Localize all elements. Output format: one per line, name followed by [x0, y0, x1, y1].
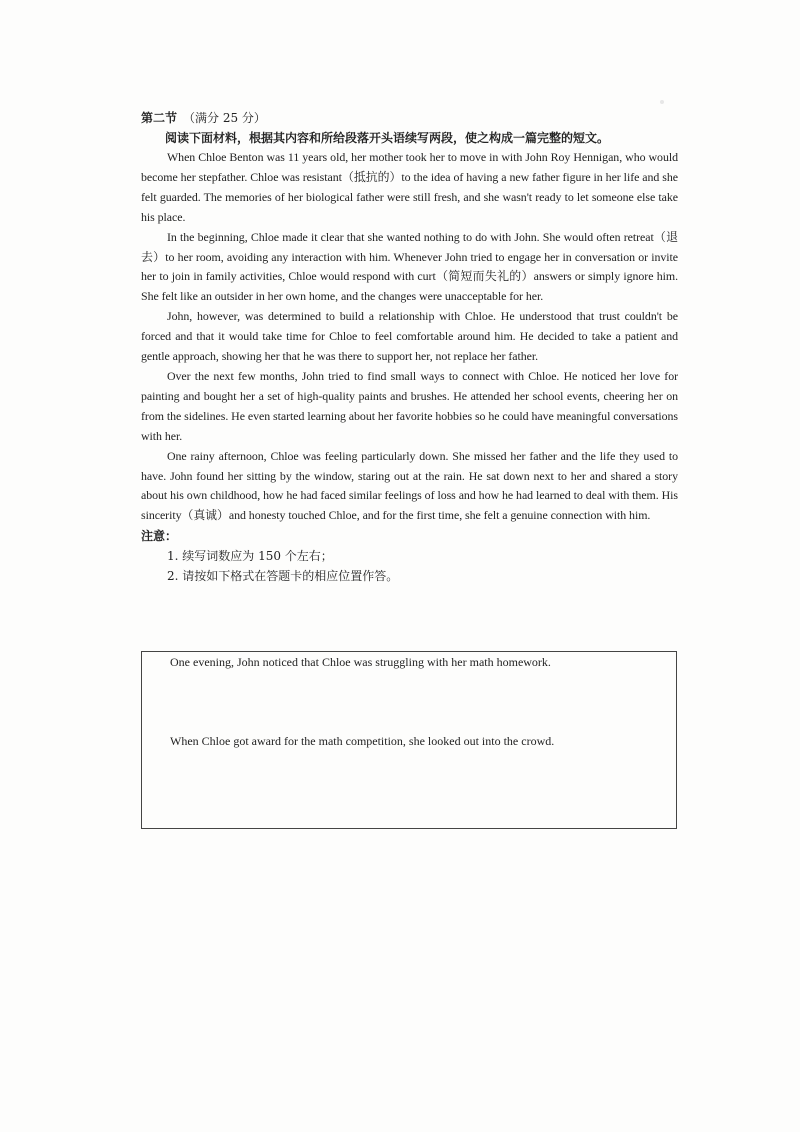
- paragraph-1: When Chloe Benton was 11 years old, her mother took her to move in with John Roy Hennigan, who would become her stepfather. Chloe was resistant（抵抗的）to the idea of having a new father figure in her life and she felt guarded. The memories of her biological father were still fresh, and she wasn't ready to let someone else take his place.: [141, 150, 678, 224]
- section-heading: [141, 108, 678, 128]
- scan-mark: [660, 100, 664, 104]
- note-item-2: 2. 请按如下格式在答题卡的相应位置作答。: [167, 569, 399, 584]
- instruction-text: 阅读下面材料，根据其内容和所给段落开头语续写两段，使之构成一篇完整的短文。: [165, 131, 610, 145]
- section-score: （满分 25 分）: [183, 111, 266, 125]
- paragraph-starter-1: One evening, John noticed that Chloe was struggling with her math homework.: [170, 655, 551, 669]
- section-title: 第二节: [141, 111, 178, 125]
- note-item-1: 1. 续写词数应为 150 个左右；: [167, 549, 333, 564]
- paragraph-2: In the beginning, Chloe made it clear that she wanted nothing to do with John. She would often retreat（退去）to her room, avoiding any interaction with him. Whenever John tried to engage her in conversation or invite her to join in family activities, Chloe would respond with curt（简短而失礼的）answers or simply ignore him. She felt like an outsider in her own home, and the changes were unacceptable for her.: [141, 229, 678, 304]
- paragraph-4: Over the next few months, John tried to find small ways to connect with Chloe. He noticed her love for painting and bought her a set of high-quality paints and brushes. He attended her school events, cheering her on from the sidelines. He even started learning about her favorite hobbies so he could have meaningful conversations with her.: [141, 368, 678, 443]
- paragraph-5: One rainy afternoon, Chloe was feeling particularly down. She missed her father and the life they used to have. John found her sitting by the window, staring out at the rain. He sat down next to her and shared a story about his own childhood, how he had faced similar feelings of loss and how he had learned to deal with them. His sincerity（真诚）and honesty touched Chloe, and for the first time, she felt a genuine connection with him.: [141, 448, 678, 523]
- paragraph-3: John, however, was determined to build a relationship with Chloe. He understood that trust couldn't be forced and that it would take time for Chloe to feel comfortable around him. He decided to take a patient and gentle approach, showing her that he was there to support her, not replace her father.: [141, 309, 678, 364]
- passage-content: [141, 108, 678, 586]
- answer-box[interactable]: [141, 651, 677, 829]
- notes-label: 注意：: [141, 529, 178, 544]
- paragraph-starter-2: When Chloe got award for the math competition, she looked out into the crowd.: [170, 734, 555, 748]
